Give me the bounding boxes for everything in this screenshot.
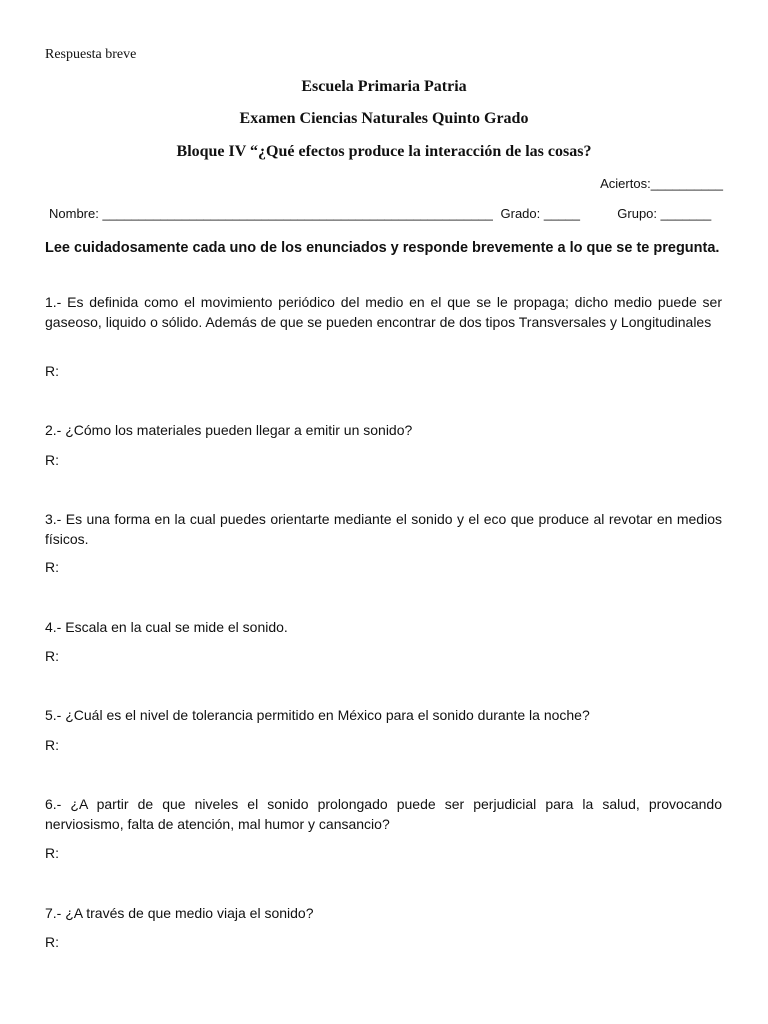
- question-4: 4.- Escala en la cual se mide el sonido.: [45, 619, 288, 635]
- answer-label-1: R:: [45, 363, 59, 379]
- student-info-row: [49, 206, 715, 221]
- answer-label-2: R:: [45, 452, 59, 468]
- answer-label-7: R:: [45, 934, 59, 950]
- question-7: 7.- ¿A través de que medio viaja el sonido?: [45, 905, 314, 921]
- question-2: 2.- ¿Cómo los materiales pueden llegar a emitir un sonido?: [45, 422, 413, 438]
- grupo-field: Grupo: _______: [617, 206, 712, 221]
- question-3: 3.- Es una forma en la cual puedes orientarte mediante el sonido y el eco que produce al revotar en medios físicos.: [45, 511, 722, 547]
- instructions: Lee cuidadosamente cada uno de los enunciados y responde brevemente a lo que se te pregunta.: [45, 240, 720, 256]
- header-tag: Respuesta breve: [45, 47, 137, 62]
- nombre-field: Nombre: ______________________________________________________: [49, 206, 493, 221]
- aciertos-field: Aciertos:__________: [600, 176, 723, 191]
- answer-label-6: R:: [45, 845, 59, 861]
- grado-field: Grado: _____: [500, 206, 581, 221]
- exam-title: Examen Ciencias Naturales Quinto Grado: [239, 110, 529, 127]
- school-title: Escuela Primaria Patria: [301, 78, 467, 95]
- block-title: Bloque IV “¿Qué efectos produce la interacción de las cosas?: [176, 143, 592, 160]
- answer-label-5: R:: [45, 737, 59, 753]
- question-1: 1.- Es definida como el movimiento periódico del medio en el que se le propaga; dicho medio puede ser gaseoso, liquido o sólido. Además de que se pueden encontrar de dos tipos Transversales y Longitudinales: [45, 294, 722, 330]
- answer-label-4: R:: [45, 648, 59, 664]
- question-6: 6.- ¿A partir de que niveles el sonido prolongado puede ser perjudicial para la salud, provocando nerviosismo, falta de atención, mal humor y cansancio?: [45, 796, 722, 832]
- answer-label-3: R:: [45, 559, 59, 575]
- question-5: 5.- ¿Cuál es el nivel de tolerancia permitido en México para el sonido durante la noche?: [45, 707, 590, 723]
